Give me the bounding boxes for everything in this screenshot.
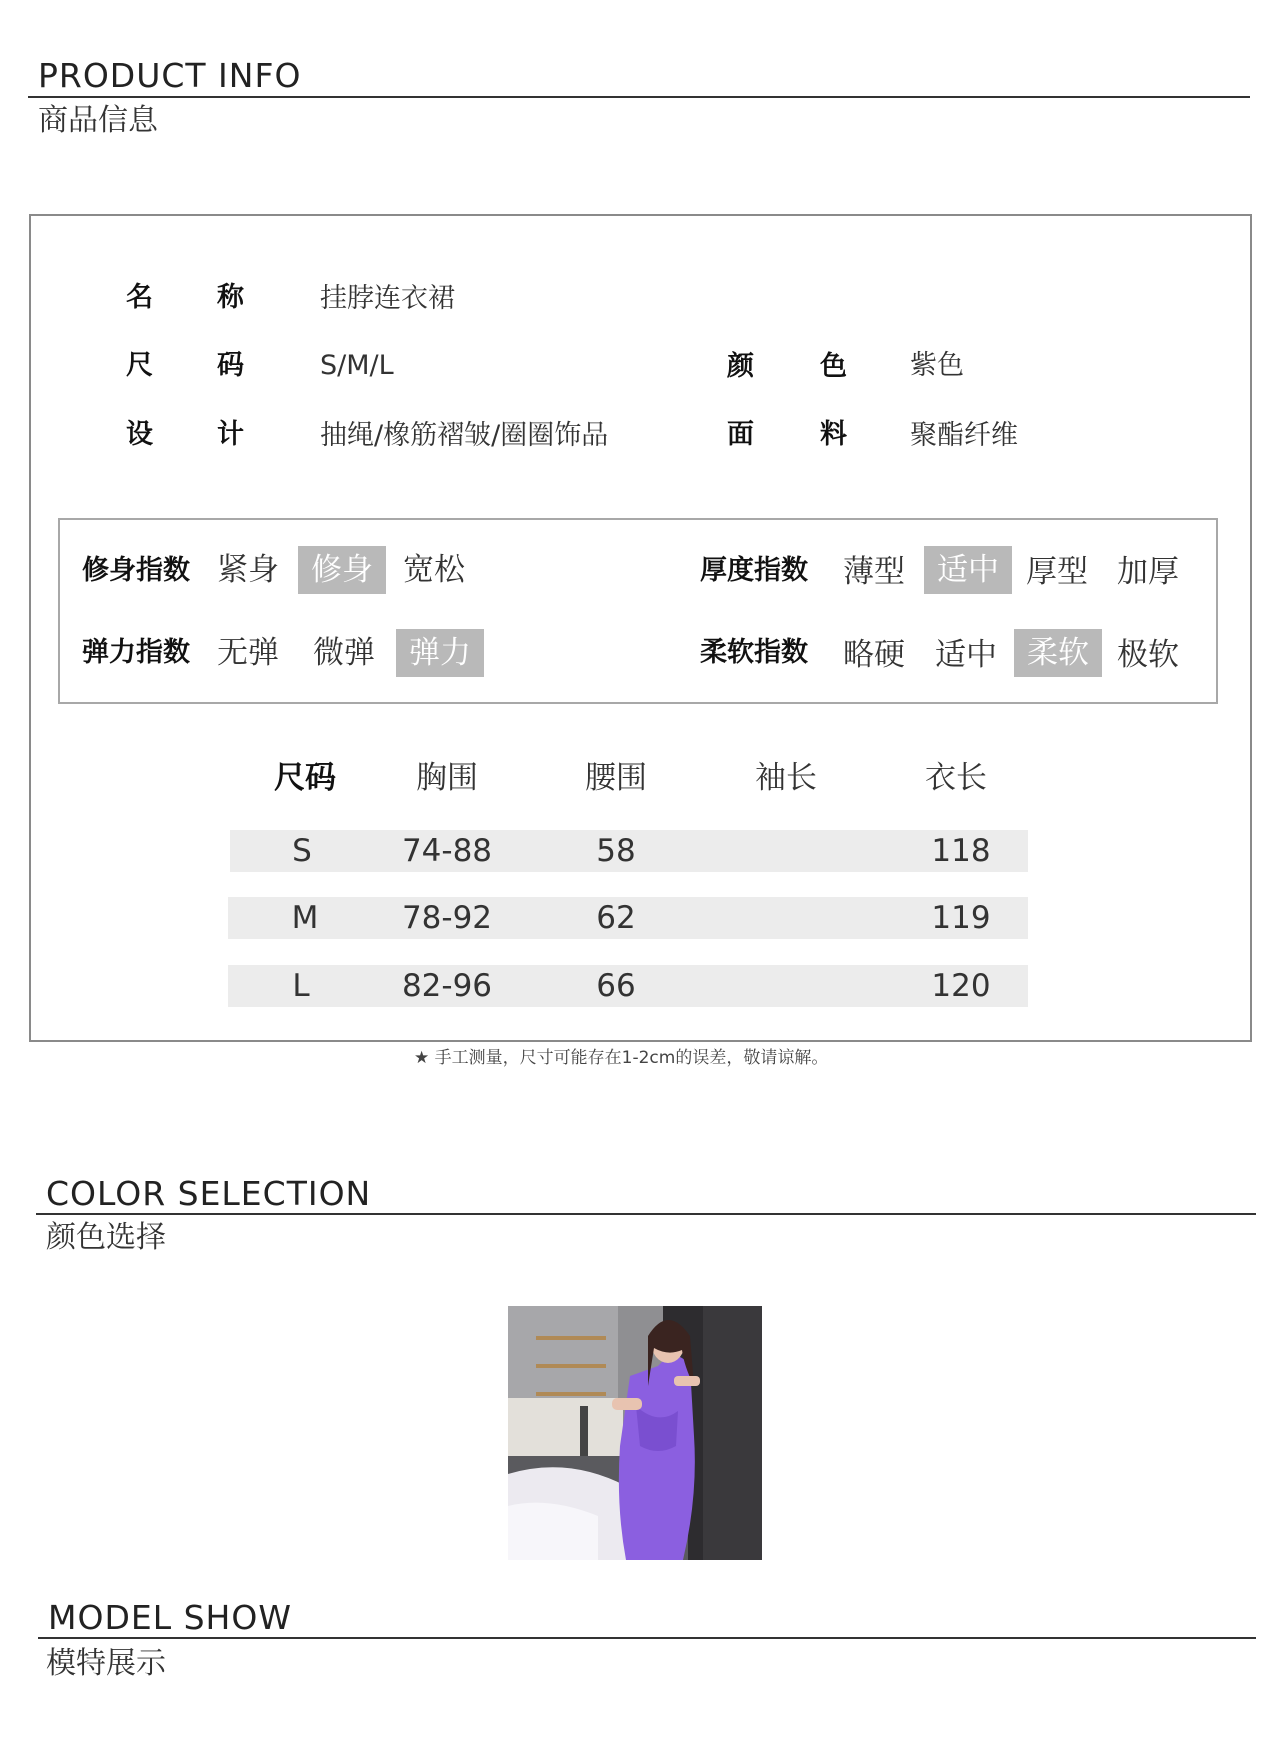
- softness-index-title: 柔软指数: [700, 637, 808, 668]
- elastic-option-slight: 微弹: [313, 635, 375, 671]
- color-swatch-photo[interactable]: [508, 1306, 762, 1560]
- table-cell-bust: 82-96: [401, 968, 493, 1004]
- table-cell-length: 119: [931, 900, 991, 936]
- fit-index-title: 修身指数: [82, 555, 190, 586]
- purple-dress-model-image: [508, 1306, 762, 1560]
- color-selection-heading-en: COLOR SELECTION: [46, 1174, 372, 1213]
- design-value: 抽绳/橡筋褶皱/圈圈饰品: [320, 420, 609, 451]
- thickness-option-medium-selected: 适中: [924, 546, 1012, 594]
- table-cell-bust: 74-88: [401, 833, 493, 869]
- table-cell-waist: 58: [596, 833, 636, 869]
- table-header-waist: 腰围: [585, 760, 647, 796]
- model-show-heading-en: MODEL SHOW: [48, 1598, 292, 1637]
- color-selection-rule: [36, 1213, 1256, 1215]
- color-label-1: 颜: [727, 351, 754, 382]
- softness-option-extra-soft: 极软: [1117, 637, 1179, 673]
- name-label-2: 称: [217, 282, 244, 313]
- table-header-bust: 胸围: [416, 760, 478, 796]
- fabric-label-1: 面: [727, 419, 754, 450]
- softness-option-firm: 略硬: [843, 637, 905, 673]
- design-label-2: 计: [217, 419, 244, 450]
- model-show-rule: [38, 1637, 1256, 1639]
- model-show-heading-cn: 模特展示: [46, 1646, 166, 1681]
- design-label-1: 设: [126, 419, 153, 450]
- elastic-index-title: 弹力指数: [82, 637, 190, 668]
- product-info-rule: [28, 96, 1250, 98]
- color-selection-heading-cn: 颜色选择: [46, 1220, 166, 1255]
- table-cell-length: 118: [931, 833, 991, 869]
- elastic-option-none: 无弹: [217, 635, 279, 671]
- color-value: 紫色: [910, 350, 964, 381]
- name-value: 挂脖连衣裙: [320, 283, 455, 314]
- size-value: S/M/L: [320, 350, 394, 381]
- fabric-value: 聚酯纤维: [910, 420, 1018, 451]
- measurement-note: ★ 手工测量，尺寸可能存在1-2cm的误差，敬请谅解。: [414, 1048, 829, 1068]
- table-cell-size: S: [292, 833, 312, 869]
- thickness-option-extra-thick: 加厚: [1117, 554, 1179, 590]
- table-cell-size: M: [291, 900, 319, 936]
- product-info-heading-en: PRODUCT INFO: [38, 56, 302, 95]
- fit-option-slim-selected: 修身: [298, 546, 386, 594]
- elastic-option-stretch-selected: 弹力: [396, 629, 484, 677]
- table-header-sleeve: 袖长: [755, 760, 817, 796]
- table-cell-waist: 66: [596, 968, 636, 1004]
- thickness-option-thin: 薄型: [843, 554, 905, 590]
- color-label-2: 色: [820, 351, 847, 382]
- fit-option-loose: 宽松: [403, 552, 465, 588]
- size-label-1: 尺: [126, 350, 153, 381]
- size-label-2: 码: [217, 350, 244, 381]
- softness-option-medium: 适中: [935, 637, 997, 673]
- product-info-heading-cn: 商品信息: [38, 103, 158, 138]
- name-label-1: 名: [126, 282, 153, 313]
- table-header-length: 衣长: [925, 760, 987, 796]
- table-cell-length: 120: [931, 968, 991, 1004]
- thickness-option-thick: 厚型: [1026, 554, 1088, 590]
- softness-option-soft-selected: 柔软: [1014, 629, 1102, 677]
- table-cell-size: L: [292, 968, 310, 1004]
- table-cell-waist: 62: [596, 900, 636, 936]
- thickness-index-title: 厚度指数: [700, 555, 808, 586]
- table-header-size: 尺码: [274, 760, 336, 796]
- fit-option-tight: 紧身: [217, 552, 279, 588]
- table-cell-bust: 78-92: [401, 900, 493, 936]
- fabric-label-2: 料: [820, 419, 847, 450]
